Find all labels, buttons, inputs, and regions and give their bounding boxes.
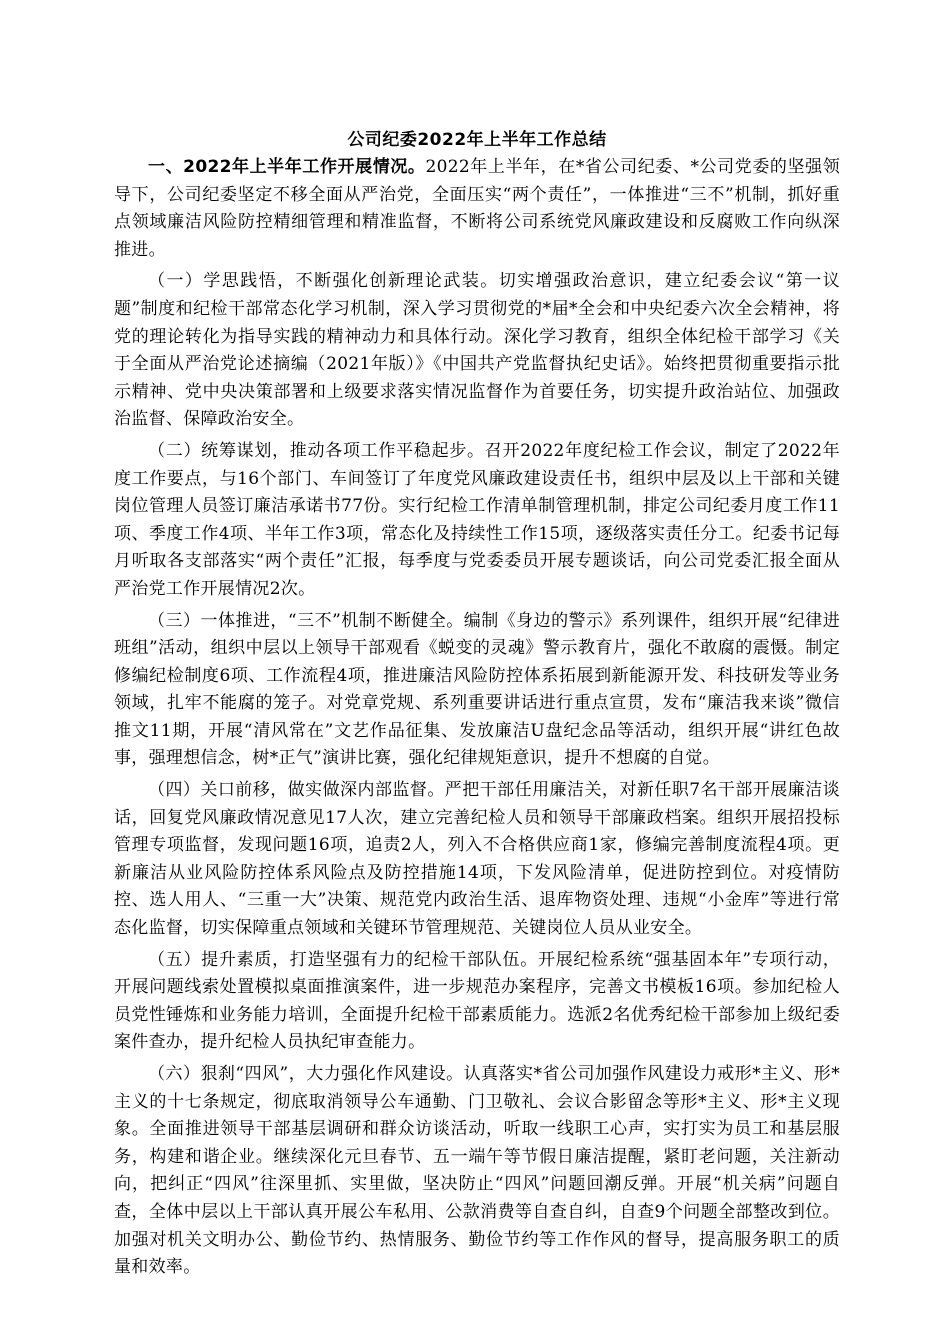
intro-paragraph [114,154,840,264]
intro-text: 2022年上半年，在*省公司纪委、*公司党委的坚强领导下，公司纪委坚定不移全面从严治党，全面压实“两个责任”，一体推进“三不”机制，抓好重点领域廉洁风险防控精细管理和精准监督，不断将公司系统党风廉政建设和反腐败工作向纵深推进。 [114,157,841,260]
section-paragraph-2: （二）统筹谋划，推动各项工作平稳起步。召开2022年度纪检工作会议，制定了2022年度工作要点，与16个部门、车间签订了年度党风廉政建设责任书，组织中层及以上干部和关键岗位管理人员签订廉洁承诺书77份。实行纪检工作清单制管理机制，排定公司纪委月度工作11项、季度工作4项、半年工作3项，常态化及持续性工作15项，逐级落实责任分工。纪委书记每月听取各支部落实“两个责任”汇报，每季度与党委委员开展专题谈话，向公司党委汇报全面从严治党工作开展情况2次。 [114,440,840,599]
section-paragraph-5: （五）提升素质，打造坚强有力的纪检干部队伍。开展纪检系统“强基固本年”专项行动，开展问题线索处置模拟桌面推演案件，进一步规范办案程序，完善文书模板16项。参加纪检人员党性锤炼和业务能力培训，全面提升纪检干部素质能力。选派2名优秀纪检干部参加上级纪委案件查办，提升纪检人员执纪审查能力。 [114,949,840,1053]
document-body [114,128,840,1286]
section-paragraph-4: （四）关口前移，做实做深内部监督。严把干部任用廉洁关，对新任职7名干部开展廉洁谈话，回复党风廉政情况意见17人次，建立完善纪检人员和领导干部廉政档案。组织开展招投标管理专项监督，发现问题16项，追责2人，列入不合格供应商1家，修编完善制度流程4项。更新廉洁从业风险防控体系风险点及防控措施14项，下发风险清单，促进防控到位。对疫情防控、选人用人、“三重一大”决策、规范党内政治生活、退库物资处理、违规“小金库”等进行常态化监督，切实保障重点领域和关键环节管理规范、关键岗位人员从业安全。 [114,780,840,939]
section-paragraph-1: （一）学思践悟，不断强化创新理论武装。切实增强政治意识，建立纪委会议“第一议题”制度和纪检干部常态化学习机制，深入学习贯彻党的*届*全会和中央纪委六次全会精神，将党的理论转化为指导实践的精神动力和具体行动。深化学习教育，组织全体纪检干部学习《关于全面从严治党论述摘编（2021年版）》《中国共产党监督执纪史话》。始终把贯彻重要指示批示精神、党中央决策部署和上级要求落实情况监督作为首要任务，切实提升政治站位、加强政治监督、保障政治安全。 [114,271,840,430]
intro-heading: 一、2022年上半年工作开展情况。 [148,157,426,177]
section-paragraph-3: （三）一体推进，“三不”机制不断健全。编制《身边的警示》系列课件，组织开展“纪律进班组”活动，组织中层以上领导干部观看《蜕变的灵魂》警示教育片，强化不敢腐的震慑。制定修编纪检制度6项、工作流程4项，推进廉洁风险防控体系拓展到新能源开发、科技研发等业务领域，扎牢不能腐的笼子。对党章党规、系列重要讲话进行重点宣贯，发布“廉洁我来谈”微信推文11期，开展“清风常在”文艺作品征集、发放廉洁U盘纪念品等活动，组织开展“讲红色故事，强理想信念，树*正气”演讲比赛，强化纪律规矩意识，提升不想腐的自觉。 [114,610,840,769]
document-title: 公司纪委2022年上半年工作总结 [347,130,607,150]
section-paragraph-6: （六）狠刹“四风”，大力强化作风建设。认真落实*省公司加强作风建设力戒形*主义、形*主义的十七条规定，彻底取消领导公车通勤、门卫敬礼、会议合影留念等形*主义、形*主义现象。全面推进领导干部基层调研和群众访谈活动，听取一线职工心声，实打实为员工和基层服务，构建和谐企业。继续深化元旦春节、五一端午等节假日廉洁提醒，紧盯老问题，关注新动向，把纠正“四风”往深里抓、实里做，坚决防止“四风”问题回潮反弹。开展“机关病”问题自查，全体中层以上干部认真开展公车私用、公款消费等自查自纠，自查9个问题全部整改到位。加强对机关文明办公、勤俭节约、热情服务、勤俭节约等工作作风的督导，提高服务职工的质量和效率。 [114,1064,840,1278]
